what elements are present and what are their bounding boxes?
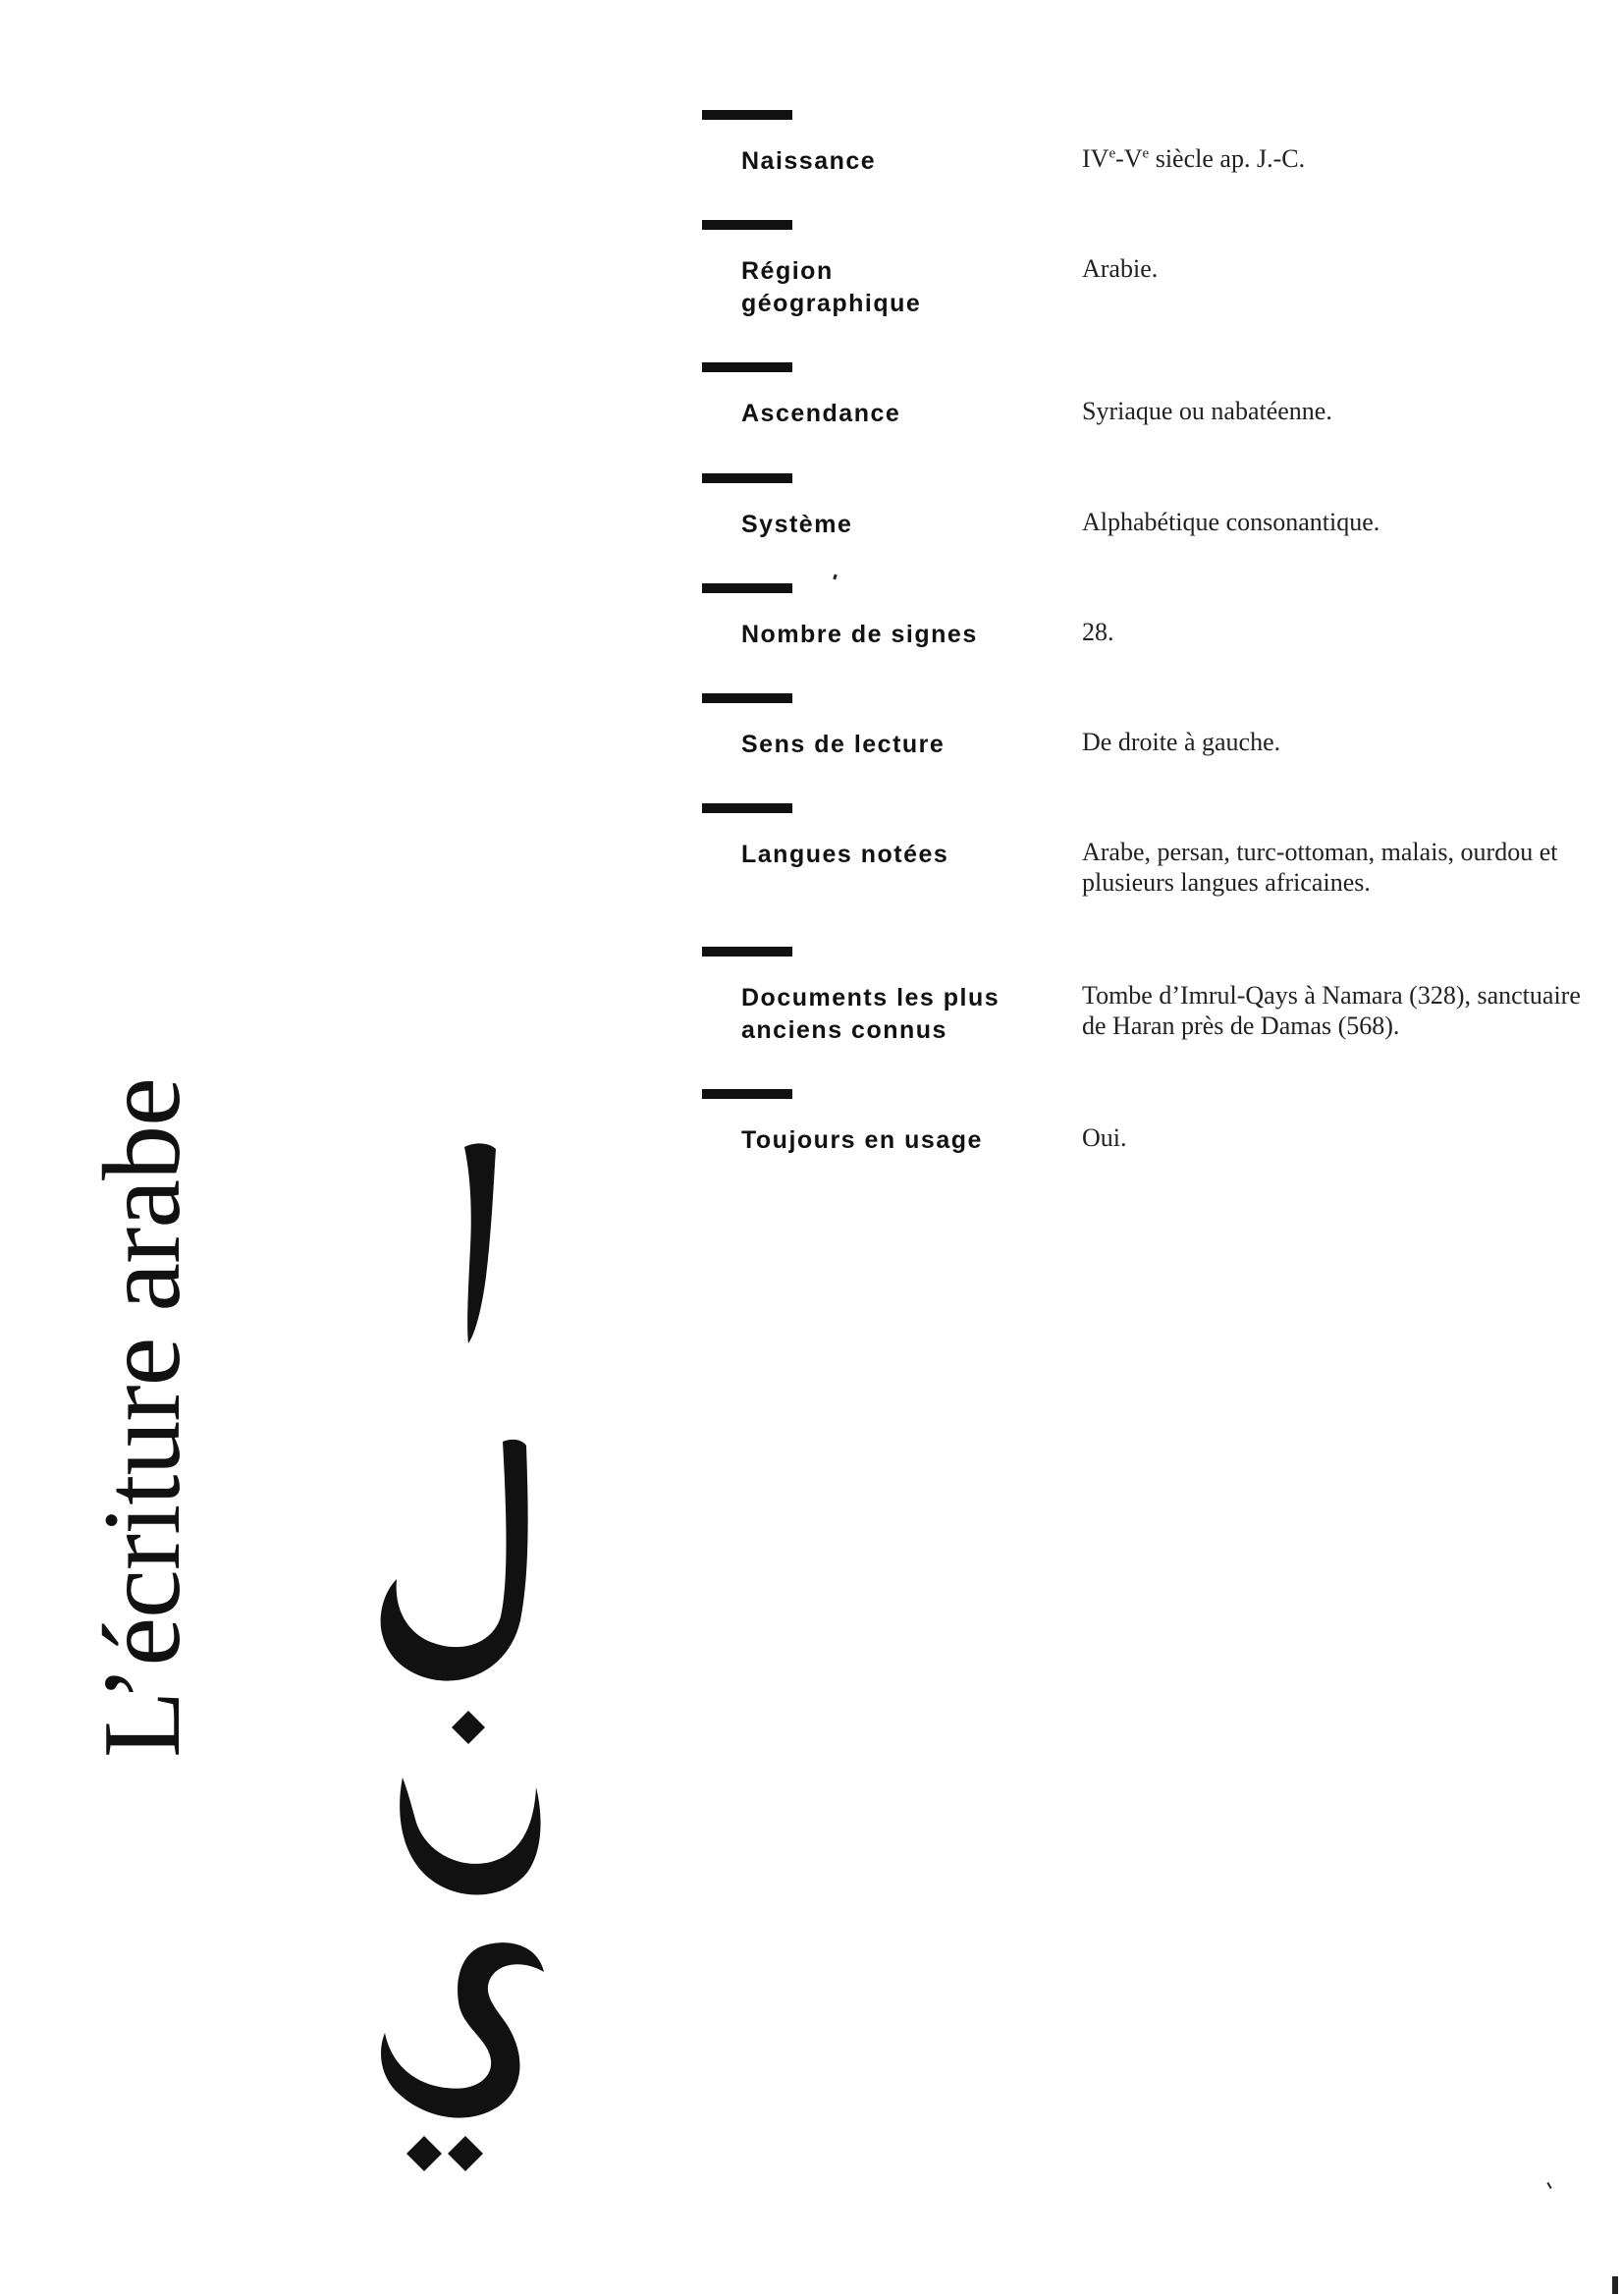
fact-label: Région géographique — [741, 257, 922, 317]
fact-value: Arabie. — [1082, 254, 1159, 283]
section-rule — [702, 473, 792, 483]
fact-value: De droite à gauche. — [1082, 728, 1281, 756]
section-rule — [702, 220, 792, 230]
fact-label: Toujours en usage — [741, 1126, 983, 1154]
glyph-nun — [363, 1709, 569, 1925]
fact-value: Alphabétique consonantique. — [1082, 508, 1380, 536]
nun-glyph-icon — [363, 1709, 569, 1925]
fact-value: Arabe, persan, turc-ottoman, malais, ourdou et plusieurs langues africaines. — [1082, 838, 1558, 897]
fact-label: Naissance — [741, 147, 877, 175]
lam-glyph-icon — [363, 1434, 569, 1689]
alif-glyph-icon — [407, 1139, 525, 1355]
page-title: L’écriture arabe — [81, 1078, 203, 1758]
scan-speck — [833, 574, 838, 580]
scan-speck — [1546, 2182, 1551, 2189]
section-rule — [702, 110, 792, 120]
fact-label: Langues notées — [741, 841, 949, 868]
fact-label: Documents les plus anciens connus — [741, 984, 1000, 1044]
fact-label: Nombre de signes — [741, 621, 978, 648]
fact-value: IVe-Ve siècle ap. J.-C. — [1082, 144, 1306, 173]
fact-label: Ascendance — [741, 400, 901, 427]
scan-speck — [1612, 2276, 1618, 2294]
fact-value: Oui. — [1082, 1123, 1127, 1152]
glyph-alif — [363, 1139, 569, 1355]
section-rule — [702, 947, 792, 957]
section-rule — [702, 693, 792, 703]
section-rule — [702, 362, 792, 372]
glyph-ya — [363, 1935, 569, 2180]
ya-glyph-icon — [363, 1935, 569, 2180]
glyph-lam — [363, 1434, 569, 1689]
fact-value: Syriaque ou nabatéenne. — [1082, 397, 1332, 425]
fact-value: 28. — [1082, 618, 1114, 646]
fact-label: Système — [741, 511, 853, 538]
fact-value: Tombe d’Imrul-Qays à Namara (328), sanctuaire de Haran près de Damas (568). — [1082, 981, 1581, 1040]
title-container — [83, 854, 201, 1758]
section-rule — [702, 1089, 792, 1099]
arabic-glyph-column — [363, 1139, 569, 2180]
section-rule — [702, 583, 792, 593]
fact-label: Sens de lecture — [741, 731, 946, 758]
section-rule — [702, 803, 792, 813]
